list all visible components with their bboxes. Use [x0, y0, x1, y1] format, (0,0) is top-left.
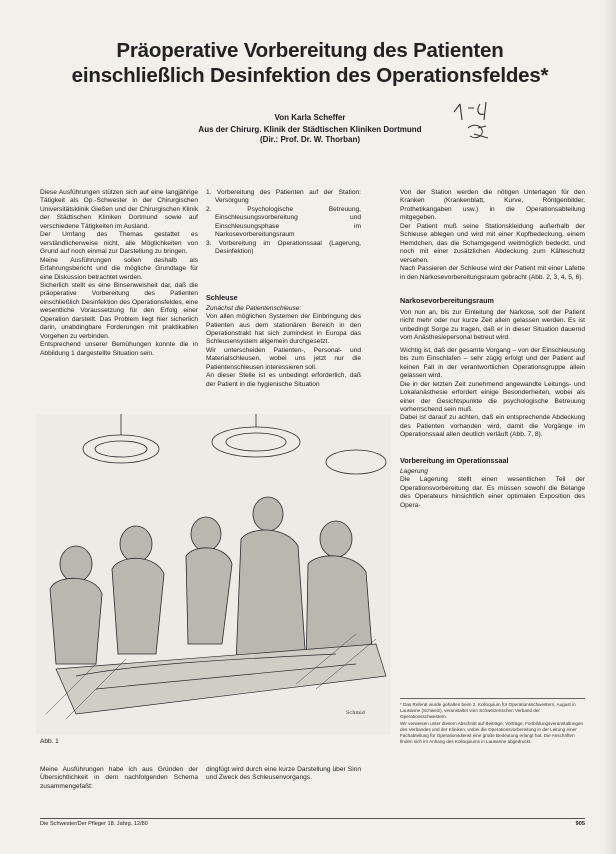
paragraph: Dabei ist darauf zu achten, daß ein entsprechende Abdeckung des Patienten vorhanden wird, damit die Vorgänge im Operationssaal allen deutlich verläuft (Abb. 7, 8). — [400, 414, 585, 439]
paragraph: Von nun an, bis zur Einleitung der Narkose, soll der Patient nicht mehr oder nur kurze Zeit allein gelassen werden. Es ist unbedingt Sorge zu tragen, daß er in dieser Situation dauernd vom Anästhesiepersonal betreut wird. — [400, 308, 585, 342]
paragraph: Die in der letzten Zeit zunehmend angewandte Leitungs- und Lokalanästhesie erfordert einige Besonderheiten, wobei als einer der Gesichtspunkte die psychologische Betreuung vorherrschend sein muß. — [400, 380, 585, 413]
bottom-left-text — [40, 766, 198, 791]
footnotes — [400, 698, 585, 747]
column-1 — [40, 189, 198, 358]
section-heading-narkose: Narkosevorbereitungsraum — [400, 295, 494, 305]
paragraph: Der Patient muß seine Stationskleidung außerhalb der Schleuse ablegen und wird mit einer Kopfbedeckung, einem Hemdchen, das die Schamgegend weitmöglich bedeckt, und noch mit einer zusätzlichen Abdeckung zum Kälteschutz versehen. — [400, 222, 585, 264]
paragraph: Wir unterscheiden Patienten-, Personal- und Materialschleusen, wobei uns jetzt nur die Patientenschleusen interessieren soll. — [206, 346, 361, 371]
title-line-1: Präoperative Vorbereitung des Patienten — [116, 39, 504, 62]
paragraph: dingfügt wird durch eine kurze Darstellung über Sinn und Zweck des Schleusenvorgangs. — [206, 766, 361, 782]
footnote: Wir verweisen unter diesem Abschnitt auf Beiträge, Vorträge, Fortbildungsveranstaltungen des Verbandes und der Kliniken, wobei die Operationsvorbereitung in der Leitung einer Fachabteilung für Operationsdienst eine große Bedeutung erlangt hat. Die Anschriften finden sich im Anhang des Kolloquiums in Lausanne abgedruckt. — [400, 721, 584, 744]
figure-caption: Abb. 1 — [40, 738, 59, 745]
list-item: 3. Vorbereitung im Operationssaal (Lagerung, Desinfektion) — [206, 239, 361, 256]
page-footer — [40, 818, 585, 829]
paragraph: Sicherlich stellt es eine Binsenweisheit dar, daß die präoperative Vorbereitung des Patienten einschließlich Desinfektion des Operationsfeldes, eine wesentliche Voraussetzung für den Erfolg einer Operation darstellt. Das Problem liegt hier sicherlich darin, unabdingbare Forderungen mit praktikablen Vorgehen zu verbinden. — [40, 281, 198, 340]
section-heading-op: Vorbereitung im Operationssaal — [400, 455, 509, 465]
paragraph: Von allen möglichen Systemen der Einbringung des Patienten aus dem stationären Bereich in den Operationstrakt hat sich zumindest in Europa das Schleusensystem allgemein durchgesetzt. — [206, 313, 361, 346]
paragraph: Entsprechend unserer Bemühungen konnte die in Abbildung 1 dargestellte Situation sein. — [40, 341, 198, 357]
illustration-operating-room — [36, 414, 391, 734]
page-number: 905 — [575, 821, 585, 827]
handwritten-mark — [450, 98, 510, 144]
paragraph: Meine Ausführungen habe ich aus Gründen der Übersichtlichkeit in dem nachfolgenden Schema zusammengefaßt: — [40, 766, 198, 790]
affiliation-line-1: Aus der Chirurg. Klinik der Städtischen Kliniken Dortmund — [198, 125, 422, 134]
paragraph: Diese Ausführungen stützen sich auf eine langjährige Tätigkeit als Op.-Schwester in der Chirurgischen Universitätsklinik Gießen und der Chirurgischen Klinik der Städtischen Kliniken Dortmund sowie auf verschiedene Tätigkeiten im Ausland. — [40, 189, 198, 230]
paragraph: Von der Station werden die nötigen Unterlagen für den Kranken (Krankenblatt, Kurve, Röntgenbilder, Prothetikangaben usw.) in die Operationsabteilung mitgegeben. — [400, 189, 585, 222]
outline-list — [206, 189, 361, 257]
column-2 — [206, 189, 361, 389]
section-heading-schleuse: Schleuse — [206, 292, 238, 302]
paragraph: Wichtig ist, daß der gesamte Vorgang – von der Einschleusung bis zum Einschlafen – sehr zügig erfolgt und der Patient auf keinen Fall in der verantwortlichen Operationsgruppe allein gelassen wird. — [400, 346, 585, 380]
title-line-2: einschließlich Desinfektion des Operationsfeldes* — [71, 64, 549, 87]
footnote: * Das Referat wurde gehalten beim 2. Kolloquium für Operationsschwestern, August in Lausanne (Schweiz), veranstaltet vom Schweizerischen Verband der Operationsschwestern. — [400, 702, 576, 719]
paragraph: Nach Passieren der Schleuse wird der Patient mit einer Lafette in den Narkosevorbereitungsraum gebracht (Abb. 2, 3, 4, 5, 6). — [400, 265, 585, 281]
list-item: 1. Vorbereitung des Patienten auf der Station: Versorgung — [206, 189, 361, 205]
author-line: Von Karla Scheffer — [274, 113, 346, 122]
bottom-middle-text — [206, 766, 361, 783]
paragraph: An dieser Stelle ist es unbedingt erforderlich, daß der Patient in die hygienische Situation — [206, 372, 361, 388]
subheading: Lagerung — [400, 467, 428, 475]
paragraph: Meine Ausführungen sollen deshalb als Erfahrungsbericht und die mögliche Grundlage für eine Diskussion betrachtet werden. — [40, 256, 198, 281]
paragraph: Die Lagerung stellt einen wesentlichen Teil der Operationsvorbereitung dar. Es müssen sowohl die Belange des Operateurs hinsichtlich einer optimalen Exposition des Opera- — [400, 476, 585, 509]
scan-shadow — [602, 0, 616, 854]
paragraph: Der Umfang des Themas gestattet es verständlicherweise nicht, alle Möglichkeiten von Grund auf noch einmal zur Darstellung zu bringen. — [40, 231, 198, 256]
journal-reference: Die Schwester/Der Pfleger 18. Jahrg. 12/80 — [40, 821, 148, 827]
artist-signature: Schmid — [346, 710, 365, 716]
article-title — [40, 38, 580, 88]
affiliation-line-2: (Dir.: Prof. Dr. W. Thorban) — [260, 135, 360, 144]
list-item: 2. Psychologische Betreuung, Einschleusungsvorbereitung und Einschleusungsphase im Narkosevorbereitungsraum — [206, 205, 361, 239]
subheading: Zunächst die Patientenschleuse: — [206, 304, 302, 312]
column-3 — [400, 189, 585, 510]
